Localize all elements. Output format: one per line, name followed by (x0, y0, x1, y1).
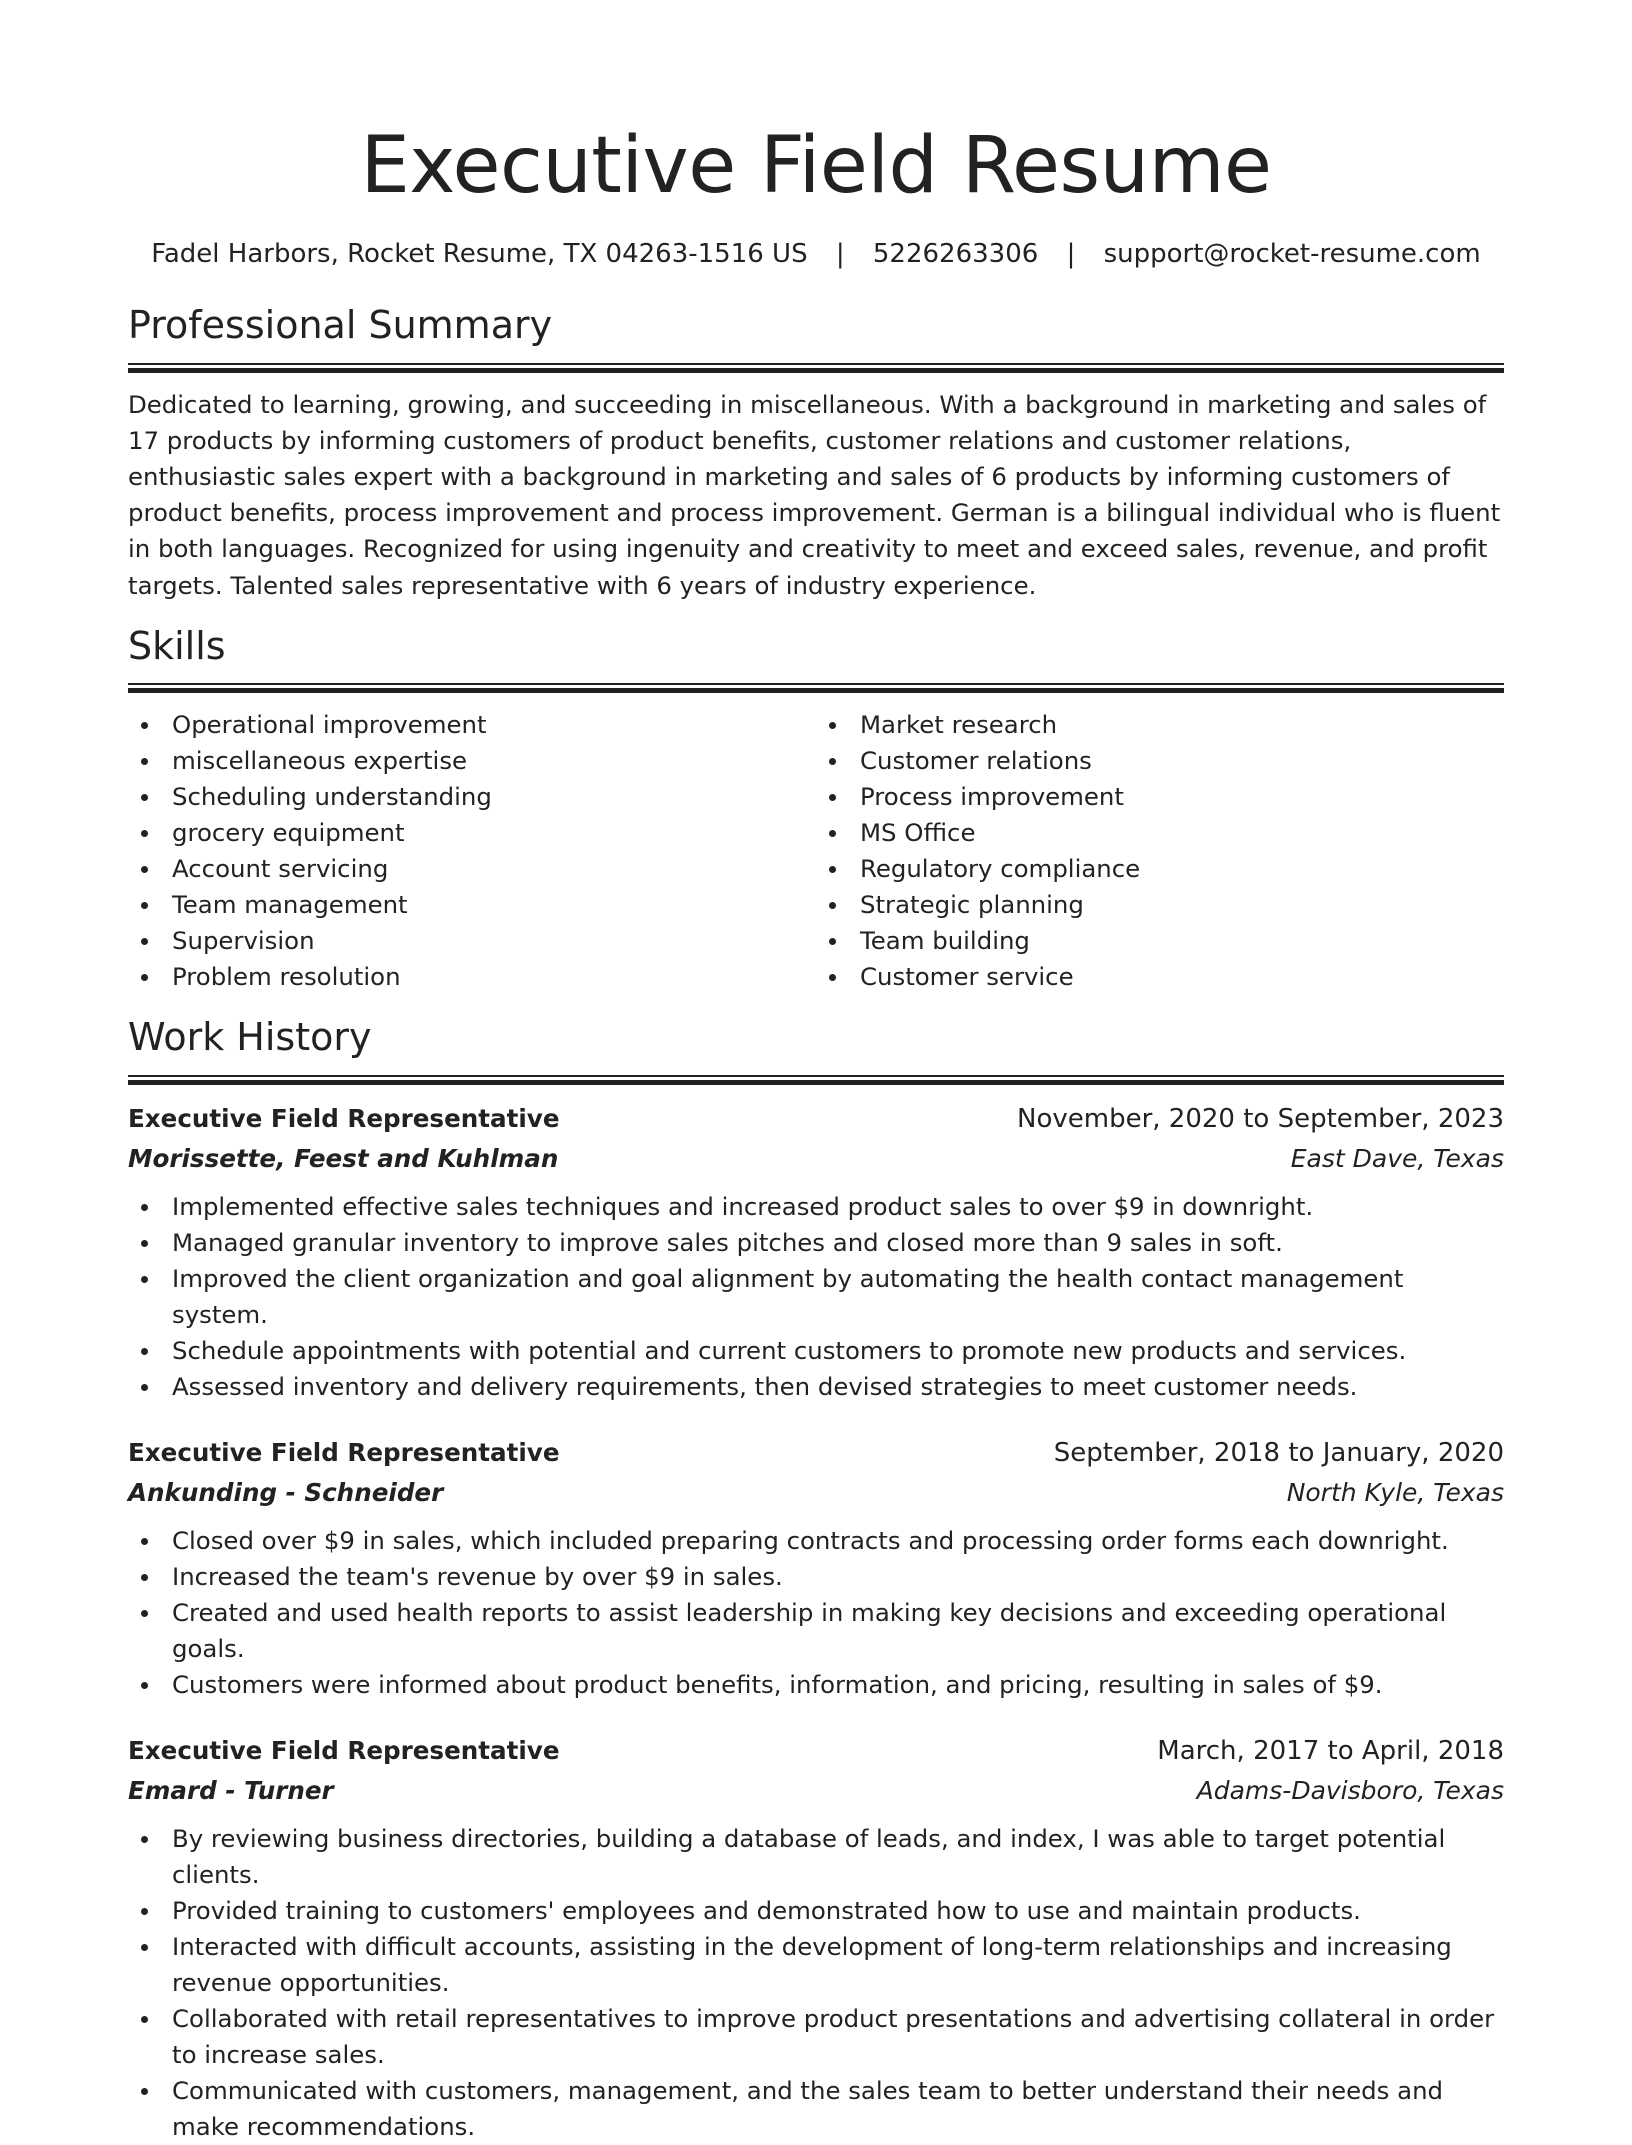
summary-text: Dedicated to learning, growing, and succeeding in miscellaneous. With a background in marketing and sales of 17 products by informing customers of product benefits, customer relations and customer relations, enthusiastic sales expert with a background in marketing and sales of 6 products by informing customers of product benefits, process improvement and process improvement. German is a bilingual individual who is fluent in both languages. Recognized for using ingenuity and creativity to meet and exceed sales, revenue, and profit targets. Talented sales representative with 6 years of industry experience. (128, 389, 1501, 600)
job-bullets (128, 1189, 1504, 1405)
job-bullet: Closed over $9 in sales, which included preparing contracts and processing order forms each downright. (128, 1523, 1504, 1559)
job-bullet: Implemented effective sales techniques and increased product sales to over $9 in downright. (128, 1189, 1504, 1225)
job-dates: March, 2017 to April, 2018 (1157, 1736, 1504, 1766)
work-history-heading: Work History (128, 1015, 372, 1060)
job-bullet: Interacted with difficult accounts, assisting in the development of long-term relationships and increasing revenue opportunities. (128, 1929, 1504, 2001)
job-entry (128, 1433, 1504, 1703)
job-dates: September, 2018 to January, 2020 (1053, 1438, 1504, 1468)
job-entry (128, 1099, 1504, 1405)
skill-item: MS Office (816, 815, 1504, 851)
skill-item: Strategic planning (816, 887, 1504, 923)
skill-item: Account servicing (128, 851, 816, 887)
summary-section (128, 303, 1504, 604)
skills-list-right (816, 707, 1504, 995)
job-dates: November, 2020 to September, 2023 (1017, 1104, 1504, 1134)
job-title: Executive Field Representative (128, 1104, 560, 1133)
section-divider (128, 683, 1504, 693)
job-header-row (128, 1433, 1504, 1473)
job-bullet: Provided training to customers' employees and demonstrated how to use and maintain products. (128, 1893, 1504, 1929)
job-company: Ankunding - Schneider (128, 1478, 444, 1507)
skill-item: Customer relations (816, 743, 1504, 779)
skill-item: Team management (128, 887, 816, 923)
job-bullet: By reviewing business directories, building a database of leads, and index, I was able to target potential clients. (128, 1821, 1504, 1893)
skill-item: Team building (816, 923, 1504, 959)
skill-item: miscellaneous expertise (128, 743, 816, 779)
skill-item: Operational improvement (128, 707, 816, 743)
job-company: Emard - Turner (128, 1776, 334, 1805)
skill-item: Problem resolution (128, 959, 816, 995)
job-title: Executive Field Representative (128, 1736, 560, 1765)
contact-line (128, 239, 1504, 269)
job-company: Morissette, Feest and Kuhlman (128, 1144, 559, 1173)
job-bullets (128, 1821, 1504, 2145)
job-bullet: Schedule appointments with potential and current customers to promote new products and services. (128, 1333, 1504, 1369)
contact-email: support@rocket-resume.com (1103, 239, 1481, 269)
skill-item: grocery equipment (128, 815, 816, 851)
skill-item: Market research (816, 707, 1504, 743)
resume-title: Executive Field Resume (360, 121, 1272, 211)
job-location: North Kyle, Texas (1286, 1478, 1504, 1507)
job-entry (128, 1731, 1504, 2145)
job-bullet: Increased the team's revenue by over $9 in sales. (128, 1559, 1504, 1595)
contact-separator: | (835, 239, 845, 269)
skill-item: Supervision (128, 923, 816, 959)
summary-heading: Professional Summary (128, 303, 553, 347)
skills-columns (128, 707, 1504, 995)
skill-item: Scheduling understanding (128, 779, 816, 815)
job-bullet: Managed granular inventory to improve sales pitches and closed more than 9 sales in soft. (128, 1225, 1504, 1261)
skill-item: Process improvement (816, 779, 1504, 815)
job-header-row (128, 1099, 1504, 1139)
job-location: East Dave, Texas (1290, 1144, 1504, 1173)
skills-heading: Skills (128, 623, 226, 668)
job-header-row (128, 1731, 1504, 1771)
section-divider (128, 363, 1504, 373)
job-bullet: Customers were informed about product benefits, information, and pricing, resulting in sales of $9. (128, 1667, 1504, 1703)
job-company-row (128, 1139, 1504, 1179)
section-divider (128, 1075, 1504, 1085)
job-bullet: Improved the client organization and goal alignment by automating the health contact management system. (128, 1261, 1504, 1333)
job-location: Adams-Davisboro, Texas (1196, 1776, 1504, 1805)
job-bullet: Created and used health reports to assist leadership in making key decisions and exceeding operational goals. (128, 1595, 1504, 1667)
job-bullet: Collaborated with retail representatives to improve product presentations and advertising collateral in order to increase sales. (128, 2001, 1504, 2073)
skill-item: Regulatory compliance (816, 851, 1504, 887)
contact-phone: 5226263306 (872, 239, 1039, 269)
job-title: Executive Field Representative (128, 1438, 560, 1467)
skills-section (128, 624, 1504, 996)
job-company-row (128, 1473, 1504, 1513)
job-bullets (128, 1523, 1504, 1703)
job-company-row (128, 1771, 1504, 1811)
work-history-section (128, 1015, 1504, 2145)
skills-list-left (128, 707, 816, 995)
job-bullet: Assessed inventory and delivery requirements, then devised strategies to meet customer needs. (128, 1369, 1504, 1405)
skill-item: Customer service (816, 959, 1504, 995)
job-bullet: Communicated with customers, management, and the sales team to better understand their needs and make recommendations. (128, 2073, 1504, 2145)
contact-separator: | (1066, 239, 1076, 269)
contact-address: Fadel Harbors, Rocket Resume, TX 04263-1516 US (151, 239, 808, 269)
